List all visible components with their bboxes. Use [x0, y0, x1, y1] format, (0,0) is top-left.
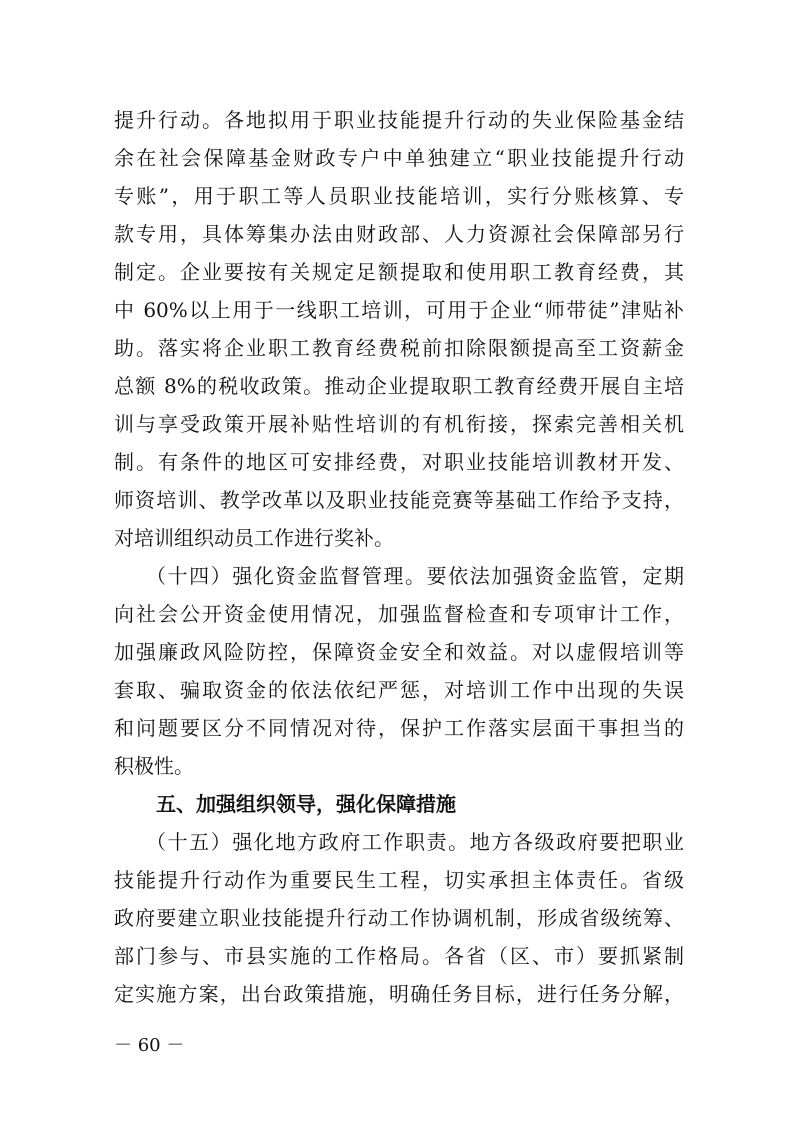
paragraph-line: 向社会公开资金使用情况，加强监督检查和专项审计工作， — [114, 602, 684, 626]
paragraph-line: 加强廉政风险防控，保障资金安全和效益。对以虚假培训等 — [114, 640, 684, 664]
paragraph-line: 对培训组织动员工作进行奖补。 — [114, 526, 394, 550]
paragraph-line: （十四）强化资金监督管理。要依法加强资金监管，定期 — [146, 564, 684, 588]
paragraph-line: 政府要建立职业技能提升行动工作协调机制，形成省级统筹、 — [114, 906, 684, 930]
paragraph-line: 师资培训、教学改革以及职业技能竞赛等基础工作给予支持， — [114, 488, 684, 512]
paragraph-line: 制定。企业要按有关规定足额提取和使用职工教育经费，其 — [114, 260, 684, 284]
paragraph-line: 定实施方案，出台政策措施，明确任务目标，进行任务分解， — [114, 982, 684, 1006]
paragraph-line: 技能提升行动作为重要民生工程，切实承担主体责任。省级 — [114, 868, 684, 892]
paragraph-line: 提升行动。各地拟用于职业技能提升行动的失业保险基金结 — [114, 108, 684, 132]
paragraph-line: 款专用，具体筹集办法由财政部、人力资源社会保障部另行 — [114, 222, 684, 246]
paragraph-line: 中 60%以上用于一线职工培训，可用于企业“师带徒”津贴补 — [114, 298, 684, 322]
paragraph-line: 余在社会保障基金财政专户中单独建立“职业技能提升行动 — [114, 146, 684, 170]
paragraph-line: 套取、骗取资金的依法依纪严惩，对培训工作中出现的失误 — [114, 678, 684, 702]
section-heading: 五、加强组织领导，强化保障措施 — [156, 792, 456, 816]
paragraph-line: （十五）强化地方政府工作职责。地方各级政府要把职业 — [146, 830, 684, 854]
paragraph-line: 专账”，用于职工等人员职业技能培训，实行分账核算、专 — [114, 184, 684, 208]
paragraph-line: 助。落实将企业职工教育经费税前扣除限额提高至工资薪金 — [114, 336, 684, 360]
paragraph-line: 总额 8%的税收政策。推动企业提取职工教育经费开展自主培 — [114, 374, 684, 398]
paragraph-line: 和问题要区分不同情况对待，保护工作落实层面干事担当的 — [114, 716, 684, 740]
page-number: － 60 － — [114, 1035, 185, 1056]
paragraph-line: 制。有条件的地区可安排经费，对职业技能培训教材开发、 — [114, 450, 684, 474]
paragraph-line: 积极性。 — [114, 754, 194, 778]
paragraph-line: 训与享受政策开展补贴性培训的有机衔接，探索完善相关机 — [114, 412, 684, 436]
paragraph-line: 部门参与、市县实施的工作格局。各省（区、市）要抓紧制 — [114, 944, 684, 968]
